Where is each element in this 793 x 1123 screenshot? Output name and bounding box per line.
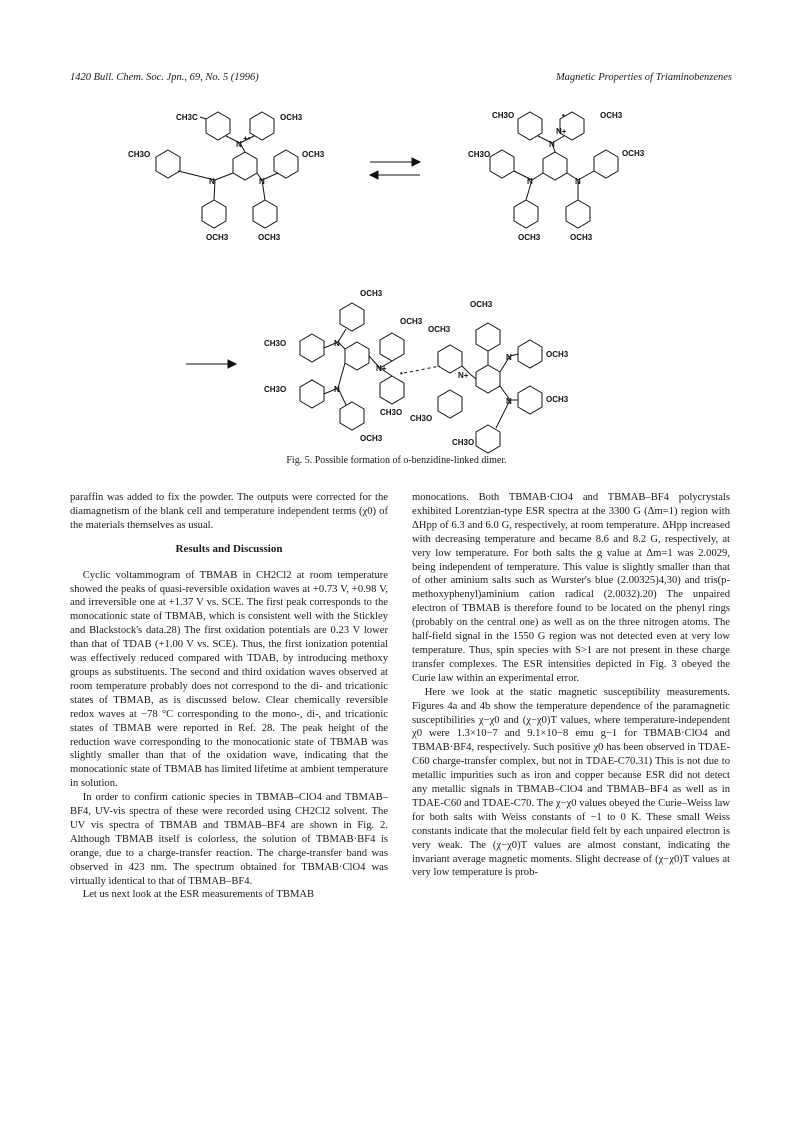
ch3o-label-5: CH3O bbox=[264, 385, 287, 394]
ch3c-label-1: CH3C bbox=[176, 113, 198, 122]
radical-cation-label: +• bbox=[243, 134, 251, 143]
paragraph: In order to confirm cationic species in TBMAB–ClO4 and TBMAB–BF4, UV-vis spectra of these were recorded using CH2Cl2 solvent. The UV vis spectra of TBMAB and TBMAB–BF4 are shown in Fig. 2. Although TBMAB itself is colorless, the solution of TBMAB·BF4 is orange, due to a charge-transfer reaction. The charge-transfer band was observed in 423 nm. The spectrum obtained for TBMAB·ClO4 was virtually identical to that of TBMAB–BF4. bbox=[70, 792, 388, 887]
paragraph: paraffin was added to fix the powder. The outputs were corrected for the diamagnetism of the blank cell and temperature independent terms (χ0) of the materials themselves as usual. bbox=[70, 492, 388, 531]
tbmab-radical-cation-structure bbox=[128, 112, 325, 242]
ch3o-label-2: CH3O bbox=[492, 111, 515, 120]
svg-text:N: N bbox=[549, 140, 555, 149]
svg-text:N: N bbox=[236, 140, 242, 149]
ch3o-label-1: CH3O bbox=[128, 150, 151, 159]
paragraph: monocations. Both TBMAB·ClO4 and TBMAB–BF4 polycrystals exhibited Lorentzian-type ESR spectra at the 3300 G (Δm=1) region with ΔHpp of 6.3 and 6.0 G, respectively, at room temperature. ΔHpp increased with decreasing temperature and became 8.6 and 8.2 G, respectively, at very low temperature. For both salts the g value at Δm=1 was 2.0029, being independent of temperature. This value is slightly smaller than that of other aminium salts such as Wurster's blue (2.00325)4,30) and tris(p-methoxyphenyl)aminium cation radical (2.0032).20) The unpaired electron of TBMAB is therefore found to be located on the phenyl rings (probably on the central one) as well as on the three nitrogen atoms. The half-field signal in the 1550 G region was not detected even at very low temperature. Thus, spin species with S>1 are not present in these charge transfer complexes. The ESR intensities depicted in Fig. 3 obeyed the Curie law within an experimental error. bbox=[412, 492, 730, 684]
svg-text:N: N bbox=[209, 177, 215, 186]
paragraph: Here we look at the static magnetic susceptibility measurements. Figures 4a and 4b show the temperature dependence of the paramagnetic susceptibilities χ−χ0 and (χ−χ0)T values, where temperature-independent χ0 were 1.3×10−7 and 9.1×10−8 emu g−1 for TBMAB·ClO4 and TBMAB·BF4, respectively. Such positive χ0 has been observed in TDAE-C60 charge-transfer complex, but not in TDAE-C70.31) This is not due to metallic impurities such as iron and copper because ESR did not detect any metallic signals in TBMAB–ClO4 and TBMAB–BF4 as well as in TDAE-C60 and TDAE-C70. The χ−χ0 values obeyed the Curie–Weiss law for both salts with Weiss constants of −1 to 0 K. These small Weiss constants indicate that the molecular field felt by each unpaired electron is very weak. The (χ−χ0)T values are almost constant, indicating the invariant average magnetic moments. Slight decrease of (χ−χ0)T values at very low temperature is prob- bbox=[412, 686, 730, 879]
figure-5-structures bbox=[0, 0, 793, 470]
reaction-arrow bbox=[186, 360, 236, 368]
och3-label-7: OCH3 bbox=[518, 233, 541, 242]
och3-label-1: OCH3 bbox=[280, 113, 303, 122]
och3-label-9: OCH3 bbox=[360, 289, 383, 298]
och3-label-8: OCH3 bbox=[570, 233, 593, 242]
running-title: Magnetic Properties of Triaminobenzenes bbox=[555, 72, 732, 83]
n-plus-label-3: N+ bbox=[458, 371, 469, 380]
svg-text:N: N bbox=[527, 177, 533, 186]
ch3o-label-4: CH3O bbox=[264, 339, 287, 348]
och3-label-11: OCH3 bbox=[400, 317, 423, 326]
och3-label-3: OCH3 bbox=[206, 233, 229, 242]
n-plus-label-1: N+ bbox=[556, 127, 567, 136]
equilibrium-arrows bbox=[370, 158, 420, 179]
right-column bbox=[412, 491, 730, 880]
svg-text:N: N bbox=[506, 397, 512, 406]
ch3o-label-6: CH3O bbox=[380, 408, 403, 417]
n-plus-label-2: N+ bbox=[376, 364, 387, 373]
section-heading: Results and Discussion bbox=[175, 542, 283, 555]
svg-text:N: N bbox=[259, 177, 265, 186]
och3-label-4: OCH3 bbox=[258, 233, 281, 242]
radical-dot-1: • bbox=[562, 111, 565, 120]
ch3o-label-3: CH3O bbox=[468, 150, 491, 159]
och3-label-5: OCH3 bbox=[600, 111, 623, 120]
figure-caption: Fig. 5. Possible formation of o-benzidine-linked dimer. bbox=[286, 455, 507, 466]
och3-label-12: OCH3 bbox=[470, 300, 493, 309]
och3-label-13: OCH3 bbox=[428, 325, 451, 334]
ch3o-label-7: CH3O bbox=[410, 414, 433, 423]
paragraph: Cyclic voltammogram of TBMAB in CH2Cl2 at room temperature showed the peaks of quasi-reversible oxidation waves at +0.73 V, +0.98 V, and irreversible one at +1.37 V vs. SCE. The first peak corresponds to the monocationic state of TBMAB, which is consistent well with the Stickley and Blackstock's data.28) The first oxidation potentials are 0.23 V lower than that of TDAB (+1.00 V vs. SCE). Thus, the first ionization potential was effectively reduced compared with TDAB, by introducing methoxy groups as substituents. The second and third oxidation waves observed at room temperature probably does not correspond to the di- and tricationic states of TBMAB, as is discussed below. Clear chemically reversible redox waves at −78 °C corresponding to the mono-, di-, and tricationic states of TBMAB were reported in Ref. 28. The peak height of the reduction wave corresponding to the monocationic state of TBMAB was slightly smaller than that of the oxidation wave, indicating that the monocationic state of TBMAB has limited lifetime at ambient temperature in solution. bbox=[70, 569, 388, 790]
och3-label-2: OCH3 bbox=[302, 150, 325, 159]
svg-text:N: N bbox=[575, 177, 581, 186]
ch3o-label-8: CH3O bbox=[452, 438, 475, 447]
svg-text:N: N bbox=[334, 339, 340, 348]
svg-text:N: N bbox=[334, 385, 340, 394]
och3-label-14: OCH3 bbox=[546, 350, 569, 359]
och3-label-10: OCH3 bbox=[360, 434, 383, 443]
journal-citation: 1420 Bull. Chem. Soc. Jpn., 69, No. 5 (1996) bbox=[70, 72, 259, 83]
och3-label-15: OCH3 bbox=[546, 395, 569, 404]
left-column bbox=[70, 491, 388, 902]
o-benzidine-dimer-structure bbox=[264, 289, 569, 453]
tbmab-radical-structure bbox=[468, 111, 645, 242]
och3-label-6: OCH3 bbox=[622, 149, 645, 158]
svg-text:N: N bbox=[506, 353, 512, 362]
radical-dot-2: • bbox=[400, 369, 403, 378]
paragraph: Let us next look at the ESR measurements of TBMAB bbox=[82, 889, 315, 901]
